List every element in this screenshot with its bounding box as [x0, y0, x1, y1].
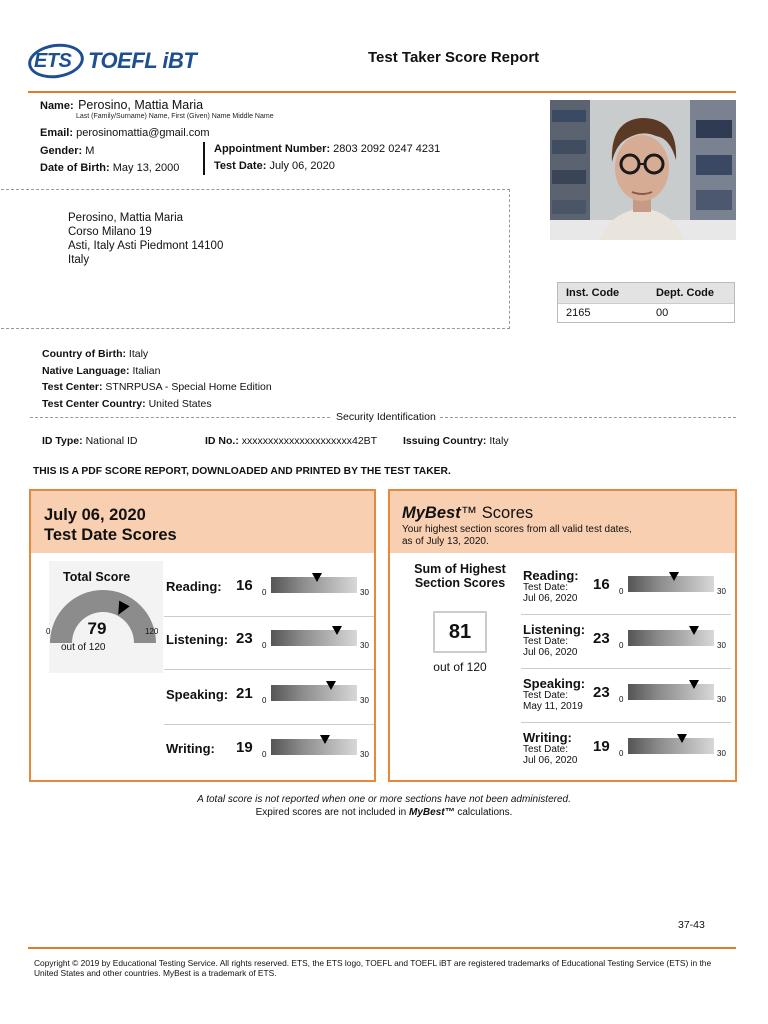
mb-row-divider: [521, 614, 731, 615]
footnote-line-2: [0, 807, 768, 818]
td-score-marker: [320, 735, 330, 744]
address-line-4: Italy: [68, 254, 90, 266]
mb-section-date-label: Test Date:: [523, 690, 569, 701]
td-section-score: 19: [236, 739, 253, 756]
name-label: Name:: [40, 100, 74, 112]
inst-code-value: 2165: [566, 307, 591, 319]
mb-section-name: Speaking:: [523, 676, 586, 691]
lang-label: Native Language:: [42, 364, 130, 377]
mb-section-date: Jul 06, 2020: [523, 755, 578, 766]
mb-section-score: 23: [593, 630, 610, 647]
id-type-label: ID Type:: [42, 435, 83, 447]
sum-label-line-1: Sum of Highest: [414, 562, 506, 576]
test-taker-photo: [550, 100, 736, 240]
mb-section-score: 23: [593, 684, 610, 701]
mb-section-date-label: Test Date:: [523, 744, 569, 755]
td-scale-min: 0: [262, 696, 267, 705]
testdate-value: July 06, 2020: [269, 160, 335, 172]
dob-row: [40, 162, 179, 174]
appointment-row: [214, 143, 440, 155]
codes-value-row: [558, 303, 734, 322]
mb-score-marker: [677, 734, 687, 743]
appointment-value: 2803 2092 0247 4231: [333, 143, 441, 155]
mb-row-divider: [521, 722, 731, 723]
copyright-text: Copyright © 2019 by Educational Testing Service. All rights reserved. ETS, the ETS logo, TOEFL and TOEFL iBT are registered trademarks of Educational Testing Service (ETS) in the United States and other countries. MyBest is a trademark of ETS.: [34, 958, 712, 978]
mb-scale-max: 30: [717, 587, 726, 596]
mb-score-marker: [689, 626, 699, 635]
security-line-right: [440, 417, 736, 418]
mb-section-score: 16: [593, 576, 610, 593]
pdf-notice: THIS IS A PDF SCORE REPORT, DOWNLOADED AND PRINTED BY THE TEST TAKER.: [33, 466, 451, 477]
mb-section-score: 19: [593, 738, 610, 755]
mb-section-name: Reading:: [523, 568, 579, 583]
mb-section-date-label: Test Date:: [523, 582, 569, 593]
total-score-label: Total Score: [63, 570, 131, 584]
name-hint: Last (Family/Surname) Name, First (Given) Name Middle Name: [76, 113, 274, 120]
sum-out-of: out of 120: [433, 660, 487, 674]
total-score-out-of: out of 120: [61, 642, 106, 653]
id-number-row: [205, 435, 377, 447]
gauge-min: 0: [46, 627, 51, 636]
ets-toefl-logo: [28, 42, 197, 82]
security-line-left: [30, 417, 330, 418]
mb-scale-min: 0: [619, 641, 624, 650]
center-country-value: United States: [148, 398, 212, 411]
security-heading: Security Identification: [336, 411, 436, 423]
address-line-2: Corso Milano 19: [68, 226, 152, 238]
gender-value: M: [85, 145, 95, 157]
gender-label: Gender:: [40, 145, 83, 157]
td-section-score: 23: [236, 630, 253, 647]
mybest-title-tm: ™ Scores: [460, 504, 534, 522]
id-type-row: [42, 435, 138, 447]
mb-scale-max: 30: [717, 641, 726, 650]
page-code: 37-43: [678, 919, 705, 931]
test-center-row: [42, 379, 272, 396]
mb-scale-max: 30: [717, 695, 726, 704]
taker-name: Perosino, Mattia Maria: [78, 98, 204, 112]
td-row-divider: [164, 724, 374, 725]
td-scale-max: 30: [360, 696, 369, 705]
sum-score-box: 81: [433, 611, 487, 653]
page-title: Test Taker Score Report: [368, 49, 540, 66]
testdate-row: [214, 160, 335, 172]
mybest-scores-panel: [388, 489, 737, 782]
td-score-bar: [271, 685, 357, 701]
mb-section-date: Jul 06, 2020: [523, 593, 578, 604]
header-divider: [28, 91, 736, 93]
mb-section-date: May 11, 2019: [523, 701, 583, 712]
total-score-value: 79: [87, 619, 107, 638]
test-date-heading-date: July 06, 2020: [44, 506, 146, 524]
mb-score-bar: [628, 630, 714, 646]
td-scale-min: 0: [262, 588, 267, 597]
mb-scale-min: 0: [619, 749, 624, 758]
test-details: [42, 346, 272, 413]
cob-label: Country of Birth:: [42, 348, 126, 360]
native-language-row: [42, 363, 272, 380]
mb-section-name: Writing:: [523, 730, 572, 745]
id-number-label: ID No.:: [205, 435, 239, 447]
name-block: [40, 96, 340, 114]
mb-section-name: Listening:: [523, 622, 586, 637]
td-score-marker: [326, 681, 336, 690]
center-label: Test Center:: [42, 381, 103, 394]
gauge-max: 120: [145, 627, 159, 636]
td-row-divider: [164, 669, 374, 670]
td-score-marker: [332, 626, 342, 635]
mybest-title-italic: MyBest: [402, 504, 461, 522]
td-scale-min: 0: [262, 641, 267, 650]
appointment-label: Appointment Number:: [214, 143, 331, 155]
td-section-score: 21: [236, 685, 253, 702]
footnote-line-1: A total score is not reported when one or more sections have not been administered.: [197, 794, 571, 805]
td-section-name: Writing:: [166, 741, 215, 756]
mybest-title: [402, 504, 533, 523]
dob-label: Date of Birth:: [40, 162, 110, 174]
logo-product-text: TOEFL iBT: [88, 48, 197, 73]
issuing-country-value: Italy: [489, 435, 509, 447]
td-section-score: 16: [236, 577, 253, 594]
email-label: Email:: [40, 127, 74, 139]
dob-value: May 13, 2000: [112, 162, 180, 174]
sum-label: [408, 562, 512, 590]
mb-section-date-label: Test Date:: [523, 636, 569, 647]
inst-code-header: Inst. Code: [566, 287, 620, 299]
testdate-label: Test Date:: [214, 160, 267, 172]
issuing-country-row: [403, 435, 509, 447]
mb-scale-min: 0: [619, 587, 624, 596]
td-scale-max: 30: [360, 588, 369, 597]
dept-code-header: Dept. Code: [655, 287, 715, 299]
mb-score-bar: [628, 684, 714, 700]
country-of-birth-row: [42, 346, 272, 363]
mb-score-marker: [689, 680, 699, 689]
test-center-country-row: [42, 396, 272, 413]
mybest-subtitle-line-1: Your highest section scores from all valid test dates,: [402, 524, 632, 535]
td-score-bar: [271, 630, 357, 646]
mb-score-marker: [669, 572, 679, 581]
footnote-line-2-pre: Expired scores are not included in: [255, 807, 410, 818]
td-scale-max: 30: [360, 641, 369, 650]
logo-ets-text: ETS: [34, 50, 72, 72]
photo-illustration: [550, 100, 736, 240]
mb-scale-min: 0: [619, 695, 624, 704]
footnote-line-2-post: calculations.: [454, 807, 513, 818]
lang-value: Italian: [132, 364, 161, 377]
codes-header-row: [558, 283, 734, 303]
td-section-name: Reading:: [166, 579, 222, 594]
td-scale-min: 0: [262, 750, 267, 759]
mb-score-bar: [628, 738, 714, 754]
test-date-heading: Test Date Scores: [44, 526, 177, 544]
footer-divider: [28, 947, 736, 949]
test-date-panel-title: [44, 505, 177, 545]
cob-value: Italy: [128, 348, 149, 360]
id-number-value: xxxxxxxxxxxxxxxxxxxxx42BT: [241, 435, 378, 447]
td-row-divider: [164, 616, 374, 617]
mb-scale-max: 30: [717, 749, 726, 758]
td-scale-max: 30: [360, 750, 369, 759]
test-date-scores-panel: [29, 489, 376, 782]
id-type-value: National ID: [85, 435, 138, 447]
td-score-bar: [271, 739, 357, 755]
institution-codes-table: [557, 282, 735, 323]
address-line-3: Asti, Italy Asti Piedmont 14100: [68, 240, 224, 252]
mybest-subtitle: [402, 524, 632, 547]
footnote-mybest: MyBest™: [409, 807, 455, 818]
sum-label-line-2: Section Scores: [414, 576, 506, 590]
address-line-1: Perosino, Mattia Maria: [68, 212, 184, 224]
mb-section-date: Jul 06, 2020: [523, 647, 578, 658]
td-score-marker: [312, 573, 322, 582]
email-row: [40, 127, 210, 139]
info-divider: [203, 142, 205, 175]
center-value: STNRPUSA - Special Home Edition: [105, 381, 272, 394]
mb-row-divider: [521, 668, 731, 669]
center-country-label: Test Center Country:: [42, 398, 146, 411]
dept-code-value: 00: [655, 307, 669, 319]
issuing-country-label: Issuing Country:: [403, 435, 487, 447]
td-section-name: Speaking:: [166, 687, 229, 702]
td-section-name: Listening:: [166, 632, 229, 647]
mailing-address: [68, 211, 223, 267]
gender-row: [40, 145, 94, 157]
mybest-subtitle-line-2: as of July 13, 2020.: [402, 535, 489, 547]
email-value: perosinomattia@gmail.com: [76, 127, 210, 139]
